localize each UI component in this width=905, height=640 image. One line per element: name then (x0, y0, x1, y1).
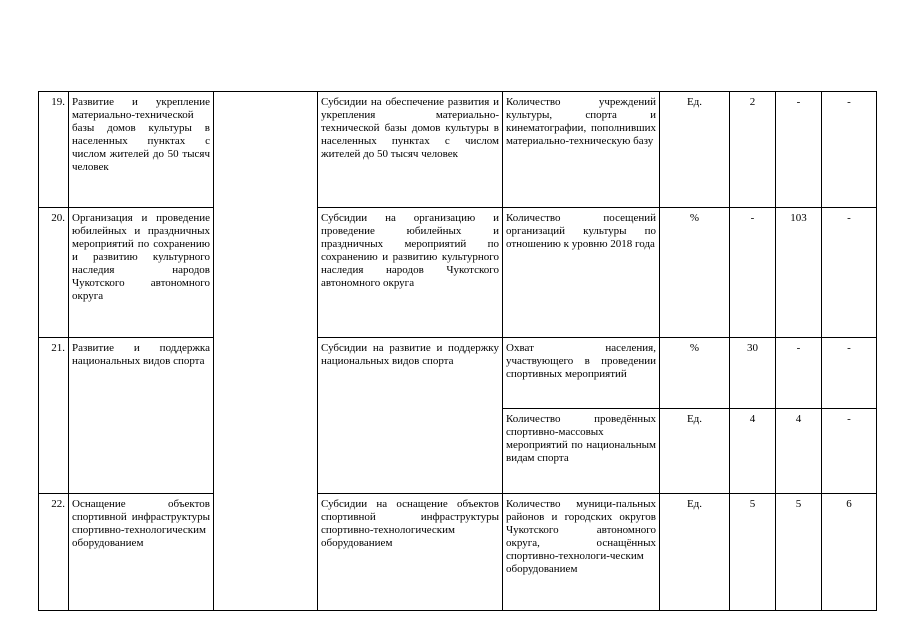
indicator-name: Количество проведённых спортивно-массовых мероприятий по национальным видам спорта (503, 409, 660, 494)
value-cell-2: - (776, 338, 822, 409)
value-cell-2: - (776, 92, 822, 208)
value-cell-2: 4 (776, 409, 822, 494)
value-cell-1: 2 (730, 92, 776, 208)
unit-cell: Ед. (660, 92, 730, 208)
table-row (39, 208, 877, 338)
subsidy-description: Субсидии на развитие и поддержку национальных видов спорта (318, 338, 503, 494)
value-cell-1: 5 (730, 494, 776, 611)
row-number: 20. (39, 208, 69, 338)
indicator-name: Количество учреждений культуры, спорта и кинематографии, пополнивших материально-техническую базу (503, 92, 660, 208)
value-cell-1: - (730, 208, 776, 338)
subsidy-description: Субсидии на организацию и проведение юбилейных и праздничных мероприятий по сохранению и развитию культурного наследия народов Чукотского автономного округа (318, 208, 503, 338)
value-cell-1: 30 (730, 338, 776, 409)
event-name: Оснащение объектов спортивной инфраструктуры спортивно-технологическим оборудованием (69, 494, 214, 611)
value-cell-3: - (822, 92, 877, 208)
value-cell-3: 6 (822, 494, 877, 611)
event-name: Развитие и укрепление материально-технической базы домов культуры в населенных пунктах с числом жителей до 50 тысяч человек (69, 92, 214, 208)
subsidy-description: Субсидии на обеспечение развития и укрепления материально-технической базы домов культуры в населенных пунктах с числом жителей до 50 тысяч человек (318, 92, 503, 208)
table-row (39, 494, 877, 611)
unit-cell: % (660, 338, 730, 409)
table-row (39, 338, 877, 409)
value-cell-2: 103 (776, 208, 822, 338)
row-number: 19. (39, 92, 69, 208)
indicator-name: Количество муници-пальных районов и городских округов Чукотского автономного округа, оснащённых спортивно-технологи-ческим оборудованием (503, 494, 660, 611)
value-cell-3: - (822, 338, 877, 409)
event-name: Развитие и поддержка национальных видов спорта (69, 338, 214, 494)
row-number: 22. (39, 494, 69, 611)
value-cell-1: 4 (730, 409, 776, 494)
indicator-name: Количество посещений организаций культуры по отношению к уровню 2018 года (503, 208, 660, 338)
value-cell-2: 5 (776, 494, 822, 611)
empty-column-cell (214, 92, 318, 611)
value-cell-3: - (822, 208, 877, 338)
value-cell-3: - (822, 409, 877, 494)
program-table (38, 91, 877, 611)
row-number: 21. (39, 338, 69, 494)
event-name: Организация и проведение юбилейных и праздничных мероприятий по сохранению и развитию культурного наследия народов Чукотского автономного округа (69, 208, 214, 338)
unit-cell: Ед. (660, 494, 730, 611)
table-row (39, 92, 877, 208)
indicator-name: Охват населения, участвующего в проведении спортивных мероприятий (503, 338, 660, 409)
unit-cell: % (660, 208, 730, 338)
subsidy-description: Субсидии на оснащение объектов спортивной инфраструктуры спортивно-технологическим оборудованием (318, 494, 503, 611)
unit-cell: Ед. (660, 409, 730, 494)
